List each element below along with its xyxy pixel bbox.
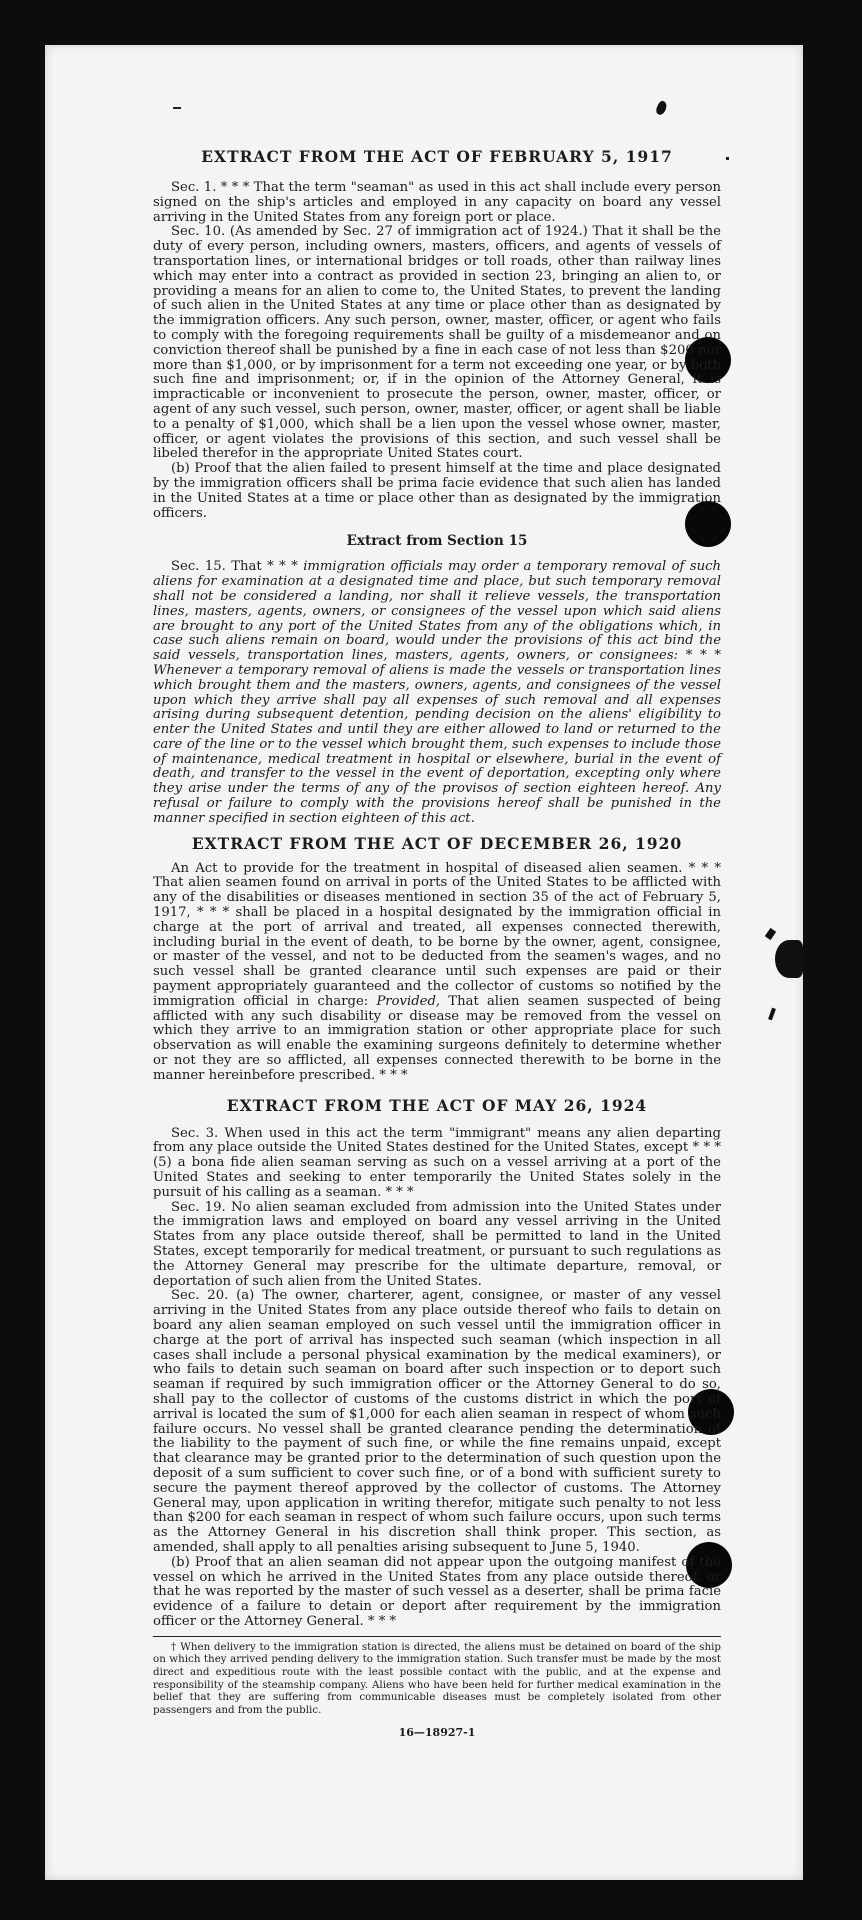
document-page xyxy=(45,45,803,1880)
act-1920-text-a: An Act to provide for the treatment in hospital of diseased alien seamen. * * * That alien seamen found on arrival in ports of the United States to be afflicted with any of the disabilities or diseases mentioned in section 35 of the act of February 5, 1917, * * * shall be placed in a hospital designated by the immigration official in charge at the port of arrival and treated, all expenses connected therewith, including burial in the event of death, to be borne by the owner, agent, consignee, or master of the vessel, and not to be deducted from the seamen's wages, and no such vessel shall be granted clearance until such expenses are paid or their payment appropriately guaranteed and the collector of customs so notified by the immigration official in charge: xyxy=(153,860,721,1009)
act-1920-text-b: That alien seamen suspected of being afflicted with any such disability or disease may be removed from the vessel on which they arrive to an immigration station or other appropriate place for such observation as will enable the examining surgeons definitely to determine whether or not they are so afflicted, all expenses connected therewith to be borne in the manner hereinbefore prescribed. * * * xyxy=(153,993,721,1083)
act-1920-paragraph xyxy=(153,862,721,1084)
heading-act-1920: EXTRACT FROM THE ACT OF DECEMBER 26, 1920 xyxy=(191,833,683,853)
section-3-paragraph: Sec. 3. When used in this act the term "immigrant" means any alien departing from any place outside the United States destined for the United States, except * * * (5) a bona fide alien seaman serving as such on a vessel arriving at a port of the United States and seeking to enter temporarily the United States solely in the pursuit of his calling as a seaman. * * * xyxy=(153,1125,721,1200)
scan-mark-smudge xyxy=(654,100,668,116)
section-10-paragraph: Sec. 10. (As amended by Sec. 27 of immigration act of 1924.) That it shall be the duty of every person, including owners, masters, officers, and agents of vessels of transportation lines, or international bridges or toll roads, other than railway lines which may enter into a contract as provided in section 23, bringing an alien to, or providing a means for an alien to come to, the United States, to prevent the landing of such alien in the United States at any time or place other than as designated by the immigration officers. Any such person, owner, master, officer, or agent who fails to comply with the foregoing requirements shall be guilty of a misdemeanor and on conviction thereof shall be punished by a fine in each case of not less than $200 nor more than $1,000, or by imprisonment for a term not exceeding one year, or by both such fine and imprisonment; or, if in the opinion of the Attorney General, it is impracticable or inconvenient to prosecute the person, owner, master, officer, or agent of any such vessel, such person, owner, master, officer, or agent shall be liable to a penalty of $1,000, which shall be a lien upon the vessel whose owner, master, officer, or agent violates the provisions of this section, and such vessel shall be libeled therefor in the appropriate United States court. xyxy=(153,224,721,462)
section-20-paragraph: Sec. 20. (a) The owner, charterer, agent, consignee, or master of any vessel arriving in the United States from any place outside thereof who fails to detain on board any alien seaman employed on such vessel until the immigration officer in charge at the port of arrival has inspected such seaman (which inspection in all cases shall include a personal physical examination by the medical examiners), or who fails to detain such seaman on board after such inspection or to deport such seaman if required by such immigration officer or the Attorney General to do so, shall pay to the collector of customs of the customs district in which the port of arrival is located the sum of $1,000 for each alien seaman in respect of whom such failure occurs. No vessel shall be granted clearance pending the determination of the liability to the payment of such fine, or while the fine remains unpaid, except that clearance may be granted prior to the determination of such question upon the deposit of a sum sufficient to cover such fine, or of a bond with sufficient surety to secure the payment thereof approved by the collector of customs. The Attorney General may, upon application in writing therefor, mitigate such penalty to not less than $200 for each seaman in respect of whom such failure occurs, upon such terms as the Attorney General in his discretion shall think proper. This section, as amended, shall apply to all penalties arising subsequent to June 5, 1940. xyxy=(153,1288,721,1555)
heading-act-1917: EXTRACT FROM THE ACT OF FEBRUARY 5, 1917 xyxy=(201,147,673,166)
heading-act-1924: EXTRACT FROM THE ACT OF MAY 26, 1924 xyxy=(226,1095,648,1115)
form-code: 16—18927-1 xyxy=(398,1726,476,1740)
act-1920-provided: Provided, xyxy=(376,993,441,1009)
scan-mark-tick xyxy=(768,1008,776,1021)
scan-mark-dash xyxy=(173,107,181,109)
footnote: † When delivery to the immigration station is directed, the aliens must be detained on board of the ship on which they arrived pending delivery to the immigration station. Such transfer must be made by the most direct and expeditious route with the least possible contact with the public, and at the expense and responsibility of the steamship company. Aliens who have been held for further medical examination in the belief that they are suffering from communicable diseases must be completely isolated from other passengers and from the public. xyxy=(153,1640,721,1716)
scan-mark-dot xyxy=(726,157,729,160)
heading-section-15: Extract from Section 15 xyxy=(346,533,528,550)
section-1-paragraph: Sec. 1. * * * That the term "seaman" as used in this act shall include every person signed on the ship's articles and employed in any capacity on board any vessel arriving in the United States from any foreign port or place. xyxy=(153,180,721,225)
section-19-paragraph: Sec. 19. No alien seaman excluded from admission into the United States under the immigration laws and employed on board any vessel arriving in the United States from any place outside thereof, shall be permitted to land in the United States, except temporarily for medical treatment, or pursuant to such regulations as the Attorney General may prescribe for the ultimate departure, removal, or deportation of such alien from the United States. xyxy=(153,1199,721,1289)
section-15-italic-text: immigration officials may order a temporary removal of such aliens for examination at a designated time and place, but such temporary removal shall not be considered a landing, nor shall it relieve vessels, the transportation lines, masters, agents, owners, or consignees of the vessel upon which said aliens are brought to any port of the United States from any of the obligations which, in case such aliens remain on board, would under the provisions of this act bind the said vessels, transportation lines, masters, agents, owners, or consignees: * * * Whenever a temporary removal of aliens is made the vessels or transportation lines which brought them and the masters, owners, agents, and consignees of the vessel upon which they arrive shall pay all expenses of such removal and all expenses arising during subsequent detention, pending decision on the aliens' eligibility to enter the United States and until they are either allowed to land or returned to the care of the line or to the vessel which brought them, such expenses to include those of maintenance, medical treatment in hospital or elsewhere, burial in the event of death, and transfer to the vessel in the event of deportation, excepting only where they arise under the terms of any of the provisos of section eighteen hereof. Any refusal or failure to comply with the provisions hereof shall be punished in the manner specified in section eighteen of this act. xyxy=(153,559,721,826)
document-body xyxy=(153,147,721,1739)
footnote-divider xyxy=(153,1636,721,1637)
section-10b-paragraph: (b) Proof that the alien failed to present himself at the time and place designated by the immigration officers shall be prima facie evidence that such alien has landed in the United States at a time or place other than as designated by the immigration officers. xyxy=(153,461,721,521)
scan-mark-tick xyxy=(765,928,776,940)
section-15-paragraph xyxy=(153,560,721,826)
scan-mark-blot xyxy=(775,940,803,978)
section-20b-paragraph: (b) Proof that an alien seaman did not appear upon the outgoing manifest of the vessel on which he arrived in the United States from any place outside thereof, or that he was reported by the master of such vessel as a deserter, shall be prima facie evidence of a failure to detain or deport after requirement by the immigration officer or the Attorney General. * * * xyxy=(153,1554,721,1629)
section-15-lead: Sec. 15. That * * * xyxy=(171,559,304,575)
